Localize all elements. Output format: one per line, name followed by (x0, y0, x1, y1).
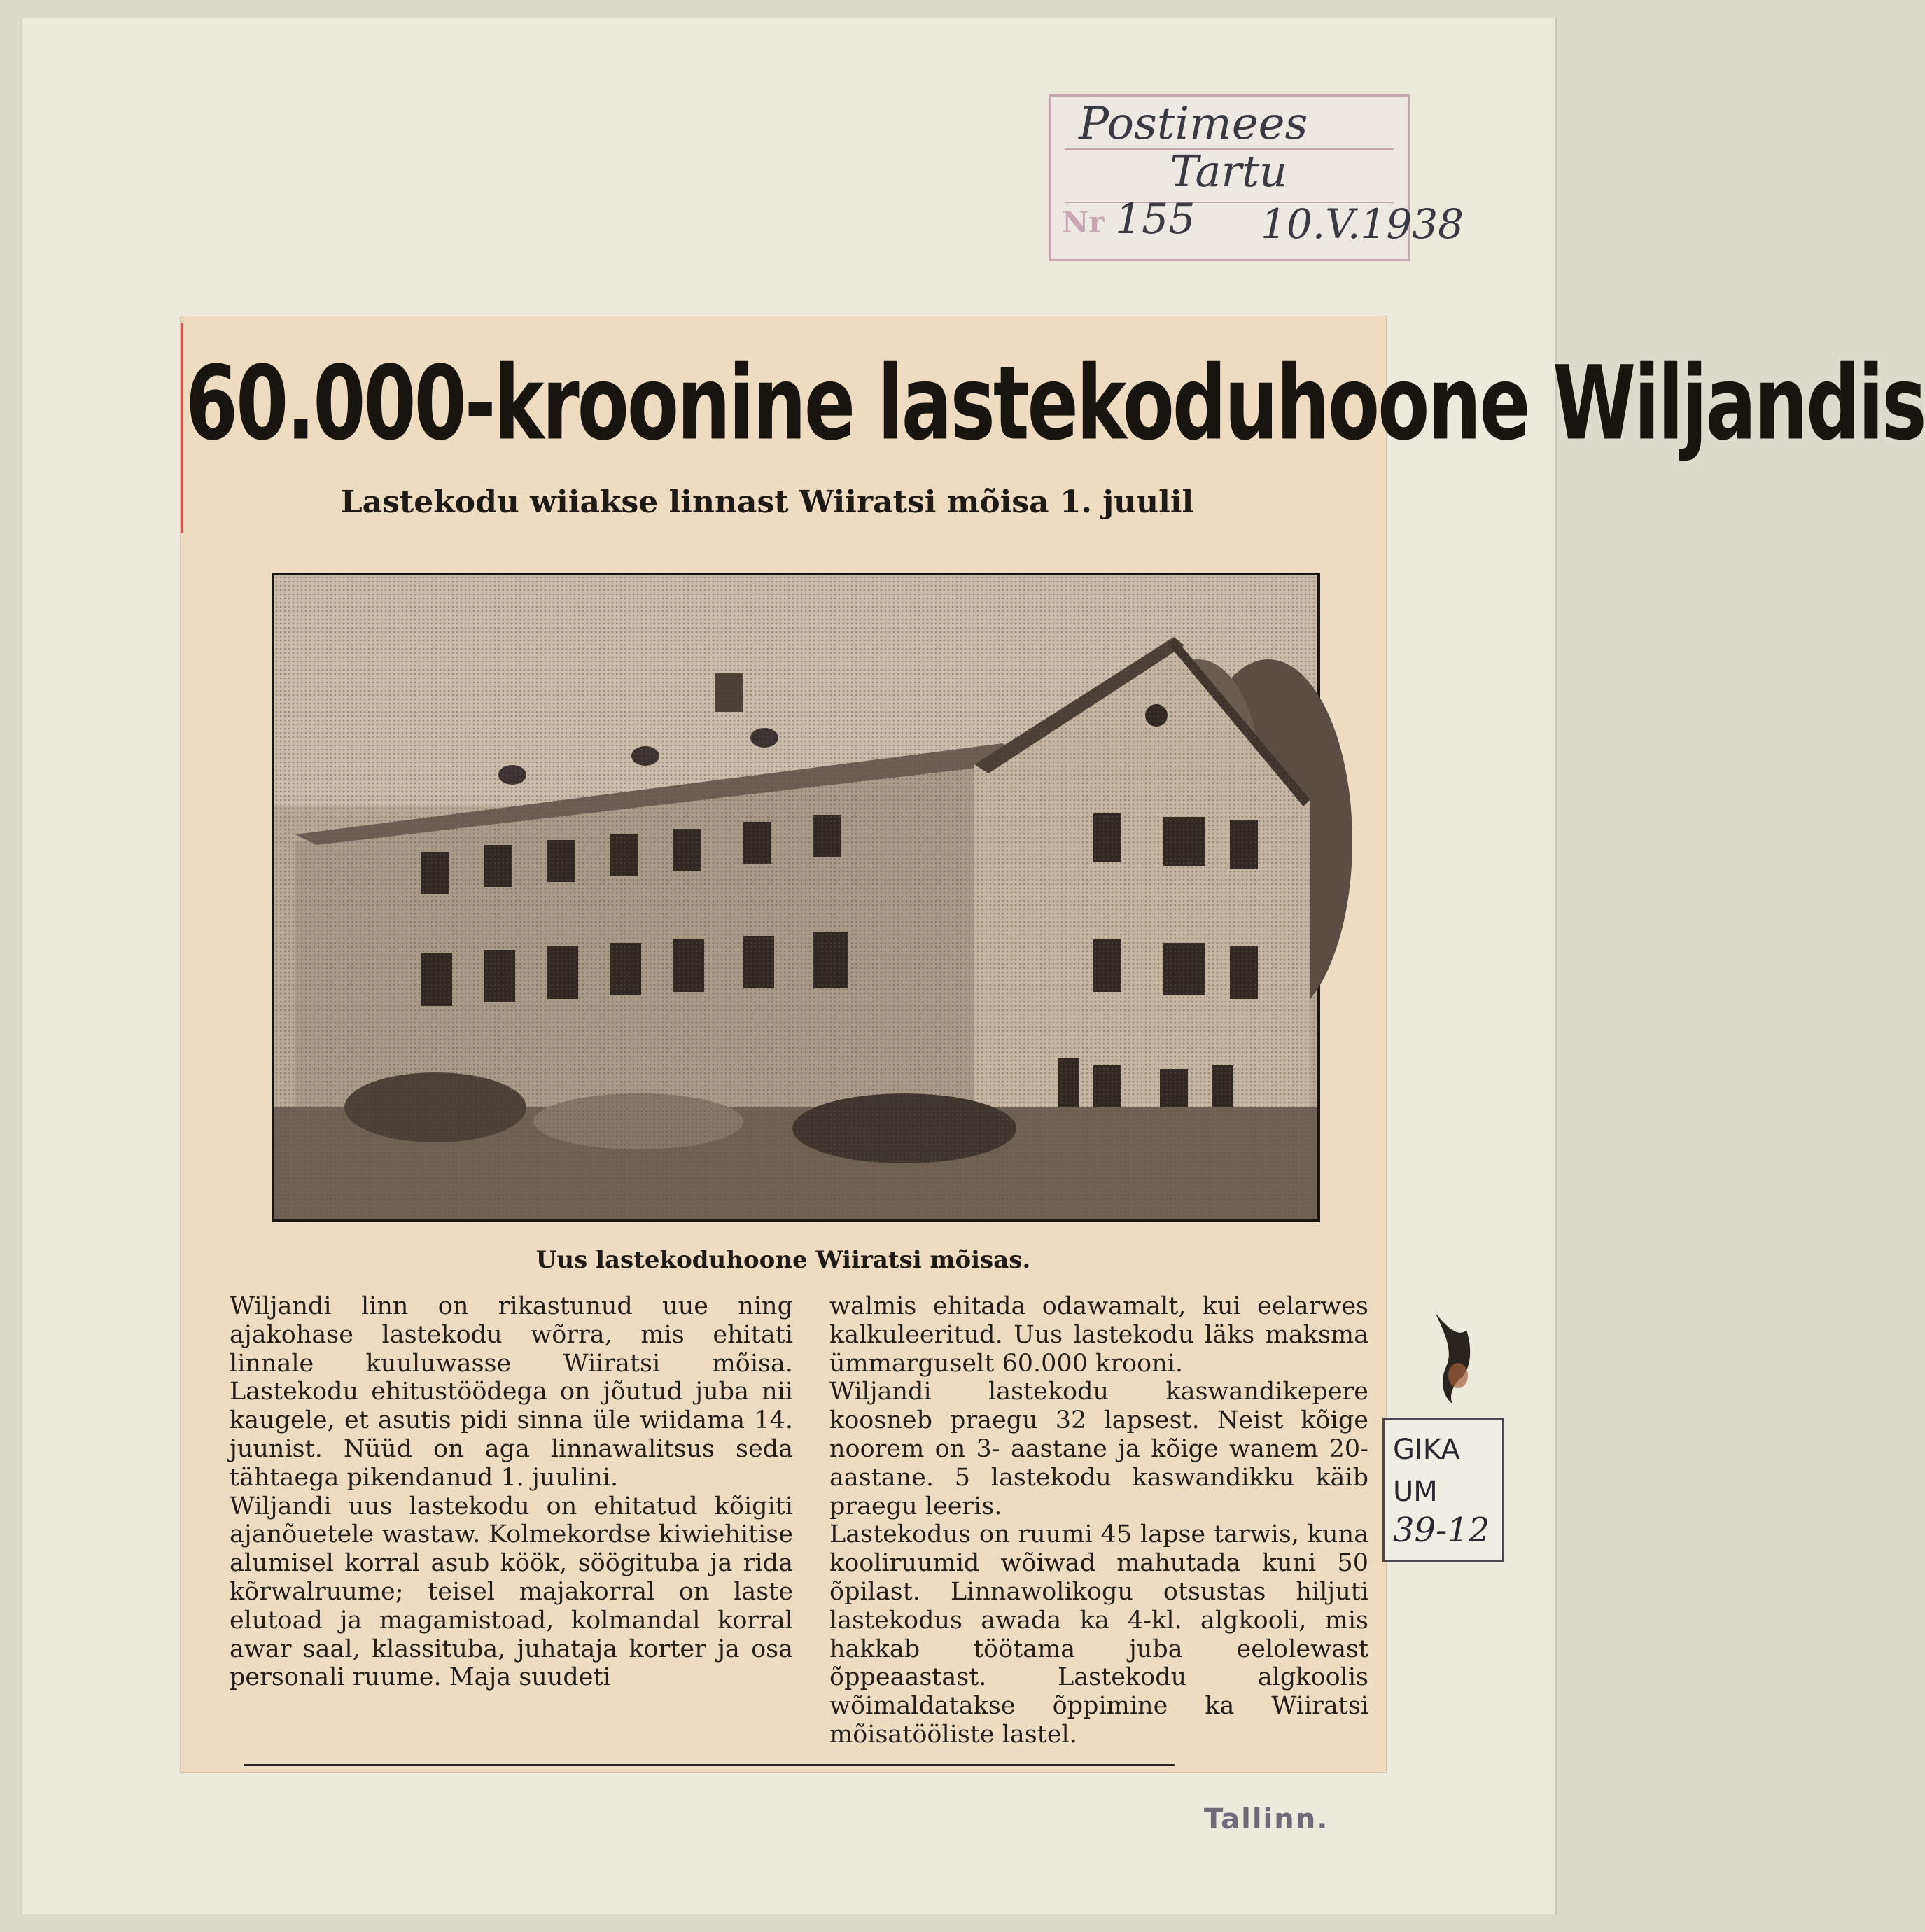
museum-stamp (1382, 1418, 1504, 1562)
archive-stamp (1049, 94, 1464, 261)
red-margin-line (181, 323, 183, 533)
building-photo-image (274, 575, 1317, 1219)
article-headline: 60.000-kroonine lastekoduhoone Wiljandis (186, 344, 1925, 463)
article-column-1: Wiljandi linn on rikastunud uue ning ajakohase lastekodu wõrra, mis ehitati linnale kuuluwasse Wiiratsi mõisa. Lastekodu ehitustöödega on jõutud juba nii kaugele, et asutis pidi sinna üle wiidama 14. juunist. Nüüd on aga linnawalitsus seda tähtaega pikendanud 1. juulini. Wiljandi uus lastekodu on ehitatud kõigiti ajanõuetele wastaw. Kolmekordse kiwiehitise alumisel korral asub köök, söögituba ja rida kõrwalruume; teisel majakorral on laste elutoad ja magamistoad, kolmandal korral awar saal, klassituba, juhataja korter ja osa personali ruume. Maja suudeti (230, 1292, 793, 1692)
museum-stamp-line1: GIKA (1393, 1434, 1460, 1466)
tallinn-stamp: Tallinn. (1204, 1803, 1329, 1835)
museum-stamp-code: 39-12 (1393, 1511, 1490, 1550)
museum-stamp-line2: UM (1393, 1476, 1438, 1508)
bottom-rule (244, 1764, 1175, 1766)
ink-blot-mark (1432, 1309, 1480, 1407)
stamp-number-prefix: Nr (1062, 205, 1105, 239)
stamp-newspaper: Postimees (1079, 98, 1308, 150)
article-subheadline: Lastekodu wiiakse linnast Wiiratsi mõisa 1. juulil (340, 484, 1194, 520)
stamp-date: 10.V.1938 (1261, 200, 1464, 248)
article-photo (272, 573, 1320, 1222)
stamp-city: Tartu (1170, 146, 1287, 197)
stamp-issue-number: 155 (1115, 195, 1196, 244)
article-column-2: walmis ehitada odawamalt, kui eelarwes kalkuleeritud. Uus lastekodu läks maksma ümmarguselt 60.000 krooni. Wiljandi lastekodu kaswandikepere koosneb praegu 32 lapsest. Neist kõige noorem on 3- aastane ja kõige wanem 20-aastane. 5 lastekodu kaswandikku käib praegu leeris. Lastekodus on ruumi 45 lapse tarwis, kuna kooliruumid wõiwad mahutada kuni 50 õpilast. Linnawolikogu otsustas hiljuti lastekodus awada ka 4-kl. algkooli, mis hakkab töötama juba eelolewast õppeaastast. Lastekodu algkoolis wõimaldatakse õppimine ka Wiiratsi mõisatööliste lastel. (830, 1292, 1368, 1749)
photo-caption: Uus lastekoduhoone Wiiratsi mõisas. (536, 1246, 1031, 1274)
